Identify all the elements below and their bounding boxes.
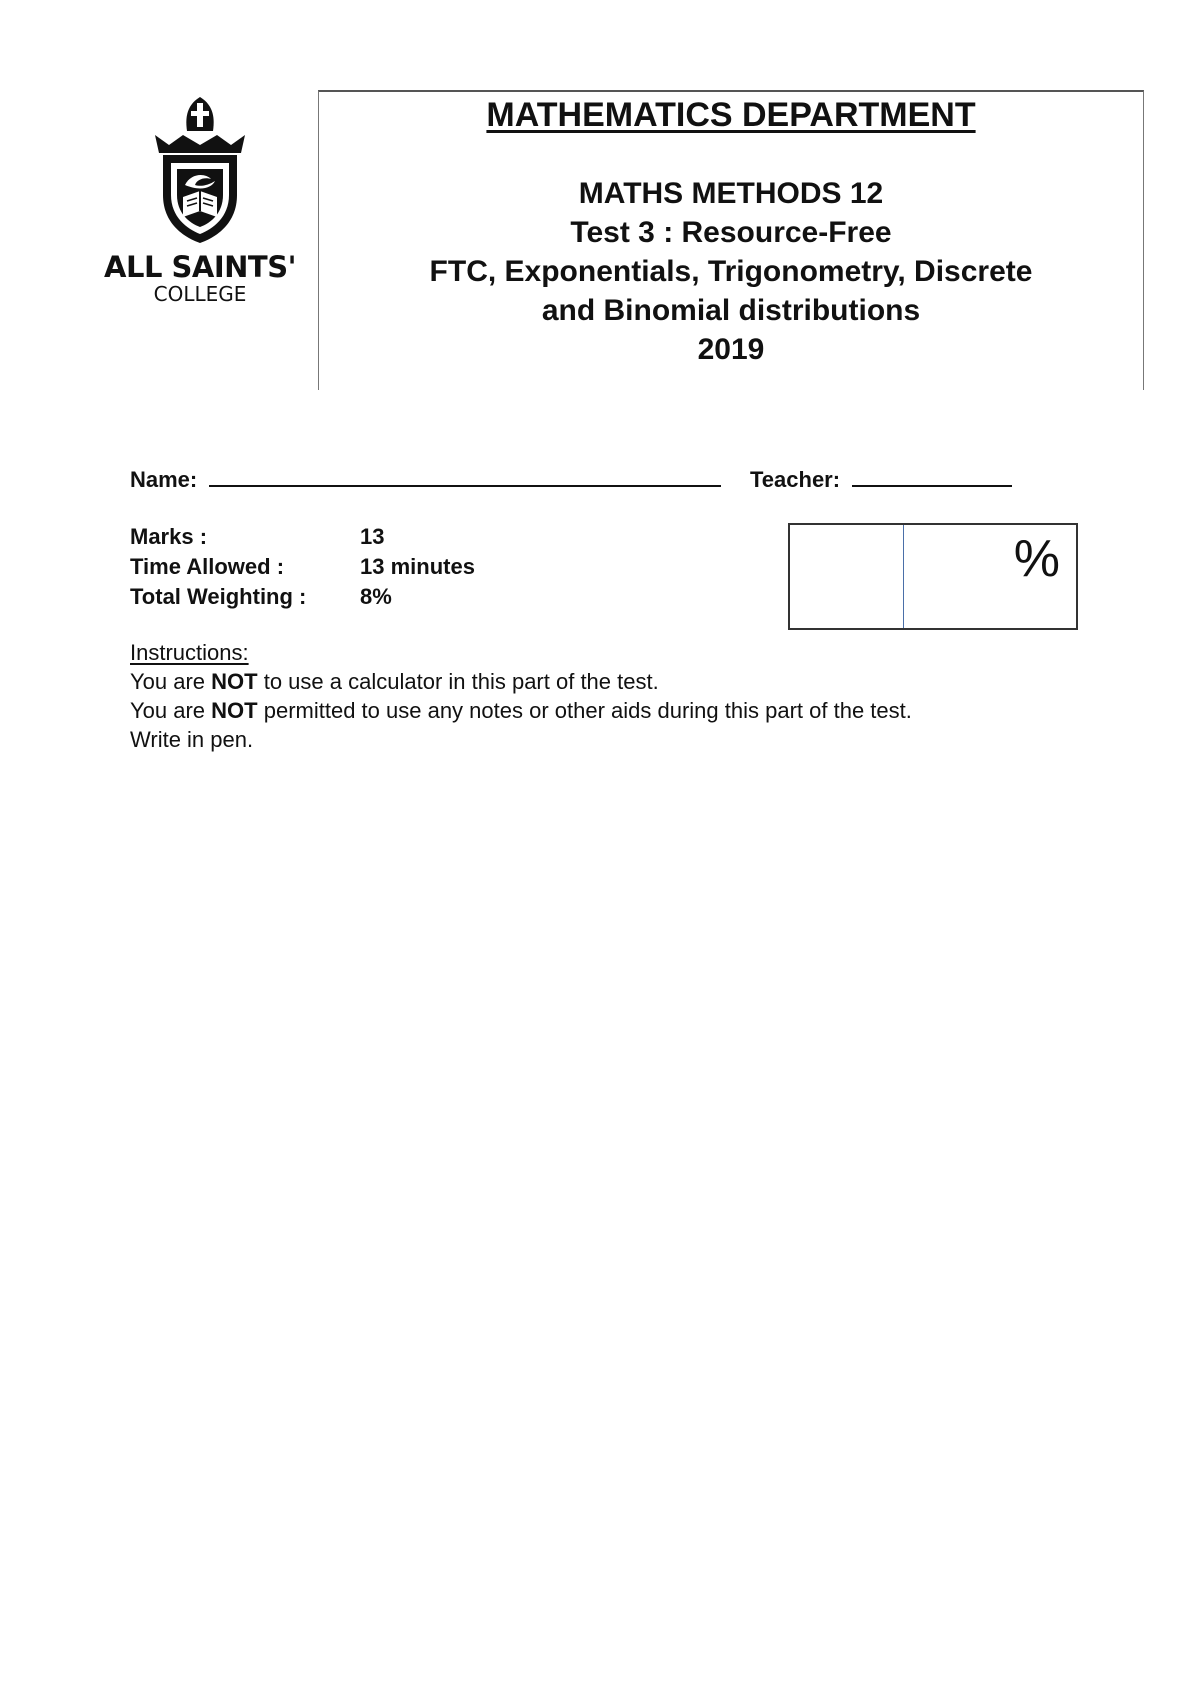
instr2-c: permitted to use any notes or other aids during this part of the test. — [257, 698, 912, 723]
topics-line-1: FTC, Exponentials, Trigonometry, Discrete — [429, 255, 1033, 288]
crest-icon — [145, 95, 255, 245]
logo-name: ALL SAINTS' — [104, 250, 296, 284]
teacher-field — [750, 465, 1012, 493]
instr2-b: NOT — [211, 698, 258, 723]
school-logo — [100, 95, 300, 315]
course-title: MATHS METHODS 12 — [578, 177, 884, 210]
instructions-heading: Instructions: — [130, 640, 249, 665]
instr2-a: You are — [130, 698, 212, 723]
weight-row — [130, 582, 475, 612]
test-titles — [319, 174, 1143, 369]
marks-label: Marks : — [130, 524, 208, 549]
marks-row — [130, 522, 475, 552]
instr1-a: You are — [130, 669, 212, 694]
time-label: Time Allowed : — [130, 554, 285, 579]
instr1-c: to use a calculator in this part of the test. — [257, 669, 659, 694]
test-meta — [130, 522, 475, 612]
department-text: MATHEMATICS DEPARTMENT — [486, 96, 976, 134]
score-divider — [903, 525, 904, 628]
instr1-b: NOT — [211, 669, 258, 694]
weight-label: Total Weighting : — [130, 584, 307, 609]
topics-line-2: and Binomial distributions — [541, 294, 921, 327]
name-line[interactable] — [209, 465, 721, 487]
instruction-line-1 — [130, 667, 912, 696]
percent-symbol: % — [1013, 530, 1060, 588]
score-box — [788, 523, 1078, 630]
time-row — [130, 552, 475, 582]
name-label: Name: — [130, 467, 198, 492]
name-field — [130, 465, 721, 493]
marks-value: 13 — [360, 524, 385, 549]
year: 2019 — [697, 333, 765, 366]
instructions — [130, 638, 912, 754]
logo-subtitle: COLLEGE — [153, 282, 247, 306]
time-value: 13 minutes — [360, 554, 475, 579]
instruction-line-2 — [130, 696, 912, 725]
teacher-line[interactable] — [852, 465, 1012, 487]
test-title: Test 3 : Resource-Free — [570, 216, 892, 249]
department-title — [319, 96, 1143, 135]
header-box — [318, 90, 1144, 390]
instruction-line-3: Write in pen. — [130, 727, 254, 752]
weight-value: 8% — [360, 584, 392, 609]
teacher-label: Teacher: — [750, 467, 841, 492]
